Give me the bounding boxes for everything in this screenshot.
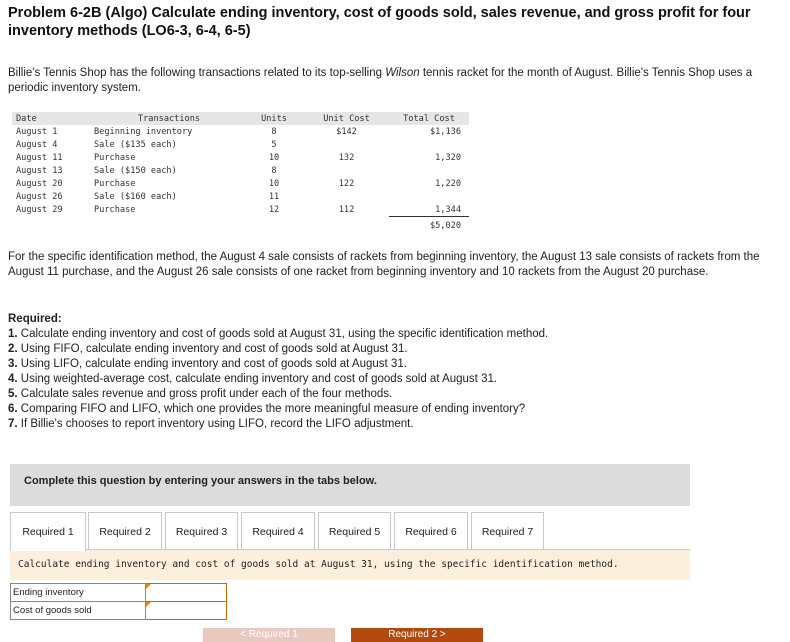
row-description: Purchase: [94, 152, 136, 163]
row-units: 5: [271, 139, 277, 150]
table-header-row: [12, 112, 469, 125]
complete-banner: [10, 464, 690, 506]
table-row: [12, 138, 469, 151]
header-transactions: Transactions: [86, 112, 244, 125]
row-units: 8: [271, 126, 277, 137]
row-total-cost: [389, 138, 469, 151]
transactions-table: [12, 112, 469, 235]
cost-of-goods-sold-label: Cost of goods sold: [11, 602, 146, 620]
table-total-row: [12, 217, 469, 236]
row-description: Sale ($150 each): [94, 165, 177, 176]
brand-name: Wilson: [385, 67, 420, 79]
row-date: August 29: [16, 204, 63, 215]
row-date: August 1: [16, 126, 58, 137]
row-description: Sale ($160 each): [94, 191, 177, 202]
tab-required-2[interactable]: Required 2: [88, 512, 162, 550]
header-total-cost: Total Cost: [389, 112, 469, 125]
row-total-cost: 1,220: [435, 178, 461, 189]
table-row: [12, 164, 469, 177]
problem-title: Problem 6-2B (Algo) Calculate ending inventory, cost of goods sold, sales revenue, and gross profit for four inventory methods (LO6-3, 6-4, 6-5): [8, 5, 751, 39]
tab-required-7[interactable]: Required 7: [471, 512, 544, 550]
tab-required-1[interactable]: Required 1: [10, 512, 86, 551]
row-description: Beginning inventory: [94, 126, 193, 137]
row-total-cost: [389, 190, 469, 203]
ending-inventory-label: Ending inventory: [11, 584, 146, 602]
header-units: Units: [244, 112, 304, 125]
answer-row: [11, 602, 227, 620]
instruction-text: Calculate ending inventory and cost of goods sold at August 31, using the specific identification method.: [18, 559, 619, 570]
required-item: 7. If Billie's chooses to report inventory using LIFO, record the LIFO adjustment.: [8, 418, 414, 430]
tab-required-6[interactable]: Required 6: [394, 512, 468, 550]
answer-row: [11, 584, 227, 602]
next-required-button[interactable]: Required 2 >: [351, 628, 483, 642]
required-item: 2. Using FIFO, calculate ending inventory and cost of goods sold at August 31.: [8, 343, 408, 355]
required-item: 4. Using weighted-average cost, calculate ending inventory and cost of goods sold at August 31.: [8, 373, 498, 385]
complete-banner-text: Complete this question by entering your answers in the tabs below.: [24, 475, 377, 487]
row-total-cost: $1,136: [429, 126, 461, 137]
row-description: Sale ($135 each): [94, 139, 177, 150]
header-unit-cost: Unit Cost: [304, 112, 389, 125]
row-unit-cost: $142: [336, 126, 357, 137]
row-unit-cost: 132: [338, 152, 355, 163]
table-row: [12, 177, 469, 190]
required-item: 5. Calculate sales revenue and gross profit under each of the four methods.: [8, 388, 393, 400]
row-date: August 4: [16, 139, 58, 150]
table-row: [12, 151, 469, 164]
table-row: [12, 203, 469, 217]
specific-identification-text: For the specific identification method, the August 4 sale consists of rackets from beginning inventory, the August 13 sale consists of rackets from the August 11 purchase, and the August 26 sale consists of one racket from beginning inventory and 10 rackets from the August 20 purchase.: [8, 251, 760, 278]
instruction-bar: [10, 549, 690, 580]
table-row: [12, 125, 469, 138]
cost-of-goods-sold-input[interactable]: [146, 602, 227, 620]
row-units: 11: [268, 191, 280, 202]
intro-text-end: tennis racket for the month of August. Billie's Tennis Shop uses a periodic inventory system.: [8, 67, 753, 94]
row-date: August 20: [16, 178, 63, 189]
row-total-cost: [389, 164, 469, 177]
row-date: August 13: [16, 165, 63, 176]
row-description: Purchase: [94, 204, 136, 215]
required-item: 6. Comparing FIFO and LIFO, which one provides the more meaningful measure of ending inventory?: [8, 403, 526, 415]
row-units: 12: [268, 204, 280, 215]
tab-required-3[interactable]: Required 3: [165, 512, 238, 550]
required-item: 3. Using LIFO, calculate ending inventory and cost of goods sold at August 31.: [8, 358, 407, 370]
ending-inventory-input[interactable]: [146, 584, 227, 602]
grand-total: $5,020: [429, 221, 461, 231]
row-date: August 26: [16, 191, 63, 202]
row-unit-cost: [304, 190, 389, 203]
row-units: 8: [271, 165, 277, 176]
row-total-cost: 1,344: [389, 203, 469, 217]
tab-required-5[interactable]: Required 5: [318, 512, 391, 550]
row-units: 10: [268, 178, 280, 189]
required-heading: Required:: [8, 313, 62, 325]
row-unit-cost: [304, 138, 389, 151]
required-section: [8, 312, 768, 432]
row-total-cost: 1,320: [435, 152, 461, 163]
table-row: [12, 190, 469, 203]
intro-paragraph: [8, 66, 768, 96]
tab-required-4[interactable]: Required 4: [241, 512, 315, 550]
row-unit-cost: [304, 164, 389, 177]
row-unit-cost: 112: [338, 204, 355, 215]
answer-table: [10, 583, 227, 620]
row-units: 10: [268, 152, 280, 163]
required-item: 1. Calculate ending inventory and cost of goods sold at August 31, using the specific identification method.: [8, 328, 549, 340]
row-description: Purchase: [94, 178, 136, 189]
prev-required-button[interactable]: < Required 1: [203, 628, 335, 642]
header-date: Date: [12, 112, 86, 125]
row-date: August 11: [16, 152, 63, 163]
row-unit-cost: 122: [338, 178, 355, 189]
intro-text-start: Billie's Tennis Shop has the following transactions related to its top-selling: [8, 67, 386, 79]
